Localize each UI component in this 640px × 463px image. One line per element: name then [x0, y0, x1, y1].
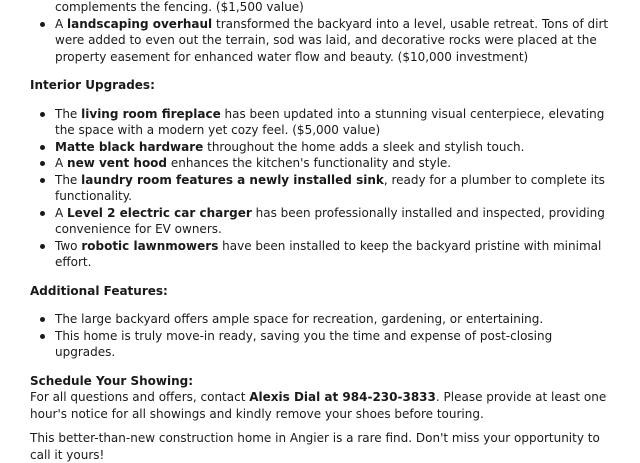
text-run: complements the fencing. ($1,500 value): [55, 0, 304, 14]
list-item: [30, 311, 610, 328]
text-run: The large backyard offers ample space for recreation, gardening, or entertaining.: [55, 312, 544, 326]
bold-text-run: robotic lawnmowers: [81, 238, 219, 253]
list-item: [30, 106, 610, 139]
list-item: [30, 328, 610, 361]
text-run: , ready for a plumber to complete its functionality.: [55, 172, 605, 203]
interior-upgrades-list: [30, 106, 610, 271]
text-run: . Please provide at least one hour's notice for all showings and kindly remove your shoes before touring.: [30, 390, 607, 421]
interior-upgrades-heading: Interior Upgrades:: [30, 78, 155, 92]
bullet-icon: [40, 334, 45, 339]
bold-text-run: living room fireplace: [81, 106, 221, 121]
text-run: A: [55, 156, 68, 170]
text-run: For all questions and offers, contact: [30, 390, 250, 404]
schedule-showing-paragraph: [30, 389, 610, 422]
text-run: The: [55, 106, 82, 121]
text-run: Two: [55, 238, 82, 253]
listing-description: [30, 0, 610, 463]
bullet-icon: [40, 145, 45, 150]
bullet-icon: [40, 22, 45, 27]
text-run: has been updated into a stunning visual centerpiece, elevating the space with a modern yet cozy feel. ($5,000 value): [55, 106, 605, 137]
bullet-icon: [40, 244, 45, 249]
closing-paragraph: This better-than-new construction home in Angier is a rare find. Don't miss your opportunity to call it yours!: [30, 431, 600, 462]
additional-features-heading: Additional Features:: [30, 283, 168, 298]
bold-text-run: Level 2 electric car charger: [67, 205, 252, 220]
bullet-icon: [40, 112, 45, 117]
list-item: [30, 172, 610, 205]
bold-text-run: laundry room features a newly installed sink: [81, 172, 384, 187]
bullet-icon: [40, 317, 45, 322]
text-run: have been installed to keep the backyard pristine with minimal effort.: [55, 238, 602, 269]
bullet-icon: [40, 211, 45, 216]
text-run: A: [55, 16, 68, 31]
bold-text-run: landscaping overhaul: [67, 16, 213, 31]
schedule-showing-heading: Schedule Your Showing:: [30, 373, 194, 388]
list-item: [30, 16, 610, 66]
bullet-icon: [40, 178, 45, 183]
additional-features-list: [30, 311, 610, 361]
text-run: The: [55, 172, 82, 187]
text-run: A: [55, 205, 68, 220]
text-run: This home is truly move-in ready, saving you the time and expense of post-closing upgrades.: [55, 328, 553, 359]
list-item: [30, 155, 610, 172]
bullet-icon: [40, 161, 45, 166]
list-item: [30, 238, 610, 271]
list-item: [30, 139, 610, 156]
text-run: throughout the home adds a sleek and stylish touch.: [203, 139, 525, 154]
text-run: transformed the backyard into a level, usable retreat. Tons of dirt were added to even out the terrain, sod was laid, and decorative rocks were placed at the property easement for enhanced water flow and beauty. ($10,000 investment): [55, 16, 609, 64]
bold-text-run: Alexis Dial at 984-230-3833: [249, 390, 436, 404]
text-run: has been professionally installed and inspected, providing convenience for EV owners.: [55, 205, 605, 236]
exterior-upgrades-list: [30, 0, 610, 65]
bold-text-run: Matte black hardware: [55, 139, 204, 154]
text-run: enhances the kitchen's functionality and style.: [167, 156, 452, 170]
list-item: [30, 0, 610, 16]
list-item: [30, 205, 610, 238]
bold-text-run: new vent hood: [67, 156, 168, 170]
